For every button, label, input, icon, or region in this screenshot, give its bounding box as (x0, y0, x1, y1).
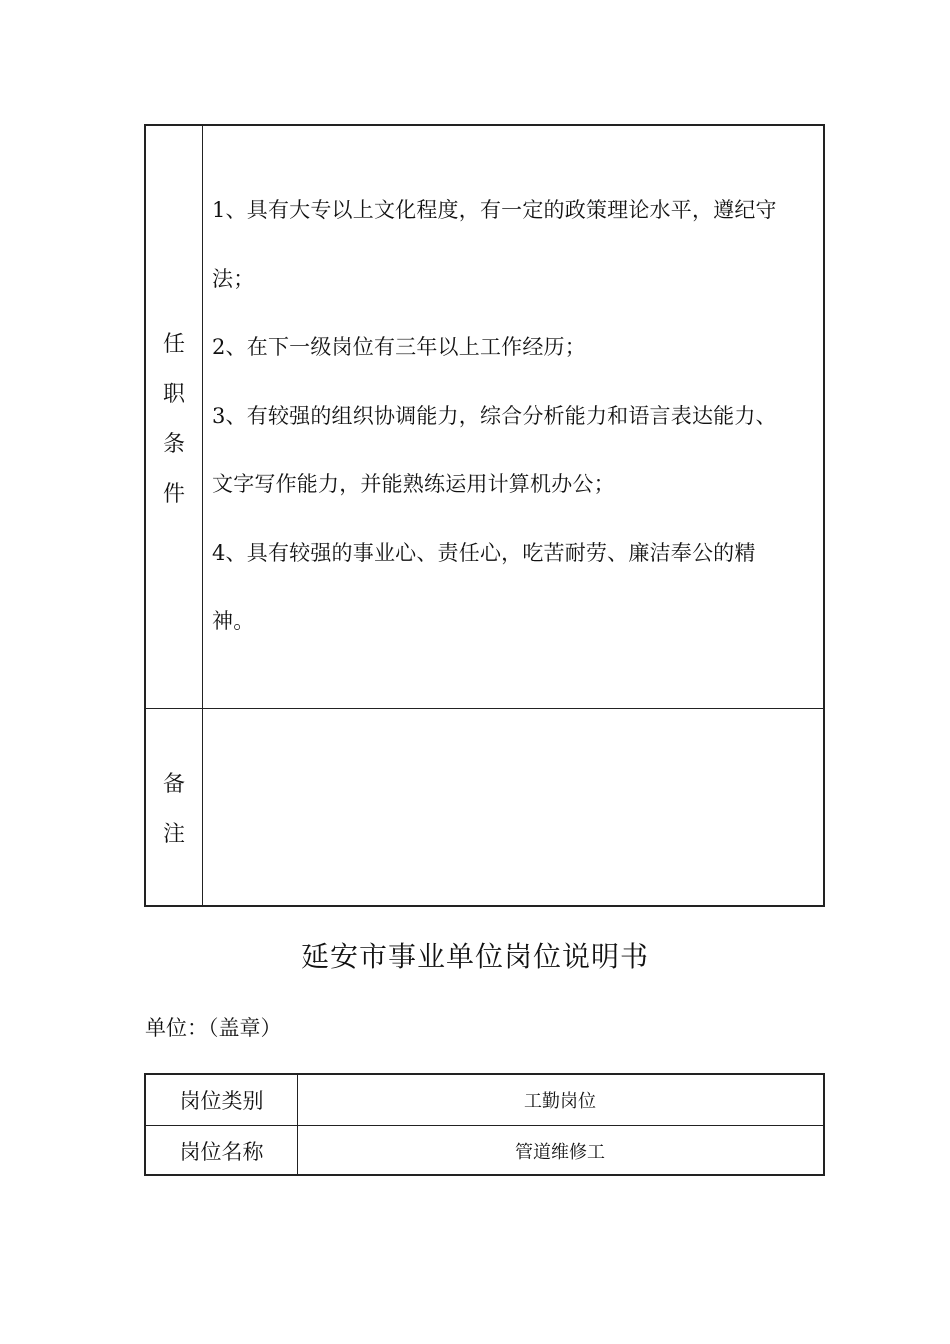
document-title: 延安市事业单位岗位说明书 (300, 940, 649, 973)
unit-stamp-label: 单位：（盖章） (145, 1016, 282, 1040)
requirements-table (144, 124, 825, 907)
row-divider (146, 708, 823, 709)
requirements-label-char: 职 (162, 382, 185, 407)
column-divider (202, 126, 203, 905)
requirement-line: 神。 (212, 609, 255, 633)
remarks-label-char: 注 (162, 822, 185, 847)
remarks-label-char: 备 (162, 772, 185, 797)
position-info-table (144, 1073, 825, 1176)
table-row (146, 1126, 823, 1176)
position-category-value: 工勤岗位 (524, 1091, 596, 1112)
requirement-line: 3、有较强的组织协调能力，综合分析能力和语言表达能力、 (212, 403, 777, 428)
requirement-line: 4、具有较强的事业心、责任心，吃苦耐劳、廉洁奉公的精 (212, 540, 756, 565)
requirements-label-char: 任 (162, 332, 185, 357)
remarks-label (146, 760, 202, 860)
requirement-line: 文字写作能力，并能熟练运用计算机办公； (212, 472, 615, 496)
requirement-line: 法； (212, 266, 255, 291)
requirement-line: 2、在下一级岗位有三年以上工作经历； (212, 335, 586, 359)
position-name-value: 管道维修工 (515, 1142, 605, 1163)
requirement-line: 1、具有大专以上文化程度，有一定的政策理论水平，遵纪守 (212, 198, 777, 222)
requirements-label (146, 320, 202, 520)
requirements-content (212, 176, 822, 656)
position-name-label: 岗位名称 (179, 1140, 264, 1164)
requirements-label-char: 条 (162, 432, 185, 457)
requirements-label-char: 件 (162, 482, 185, 507)
table-row (146, 1075, 823, 1125)
position-category-label: 岗位类别 (179, 1089, 264, 1113)
